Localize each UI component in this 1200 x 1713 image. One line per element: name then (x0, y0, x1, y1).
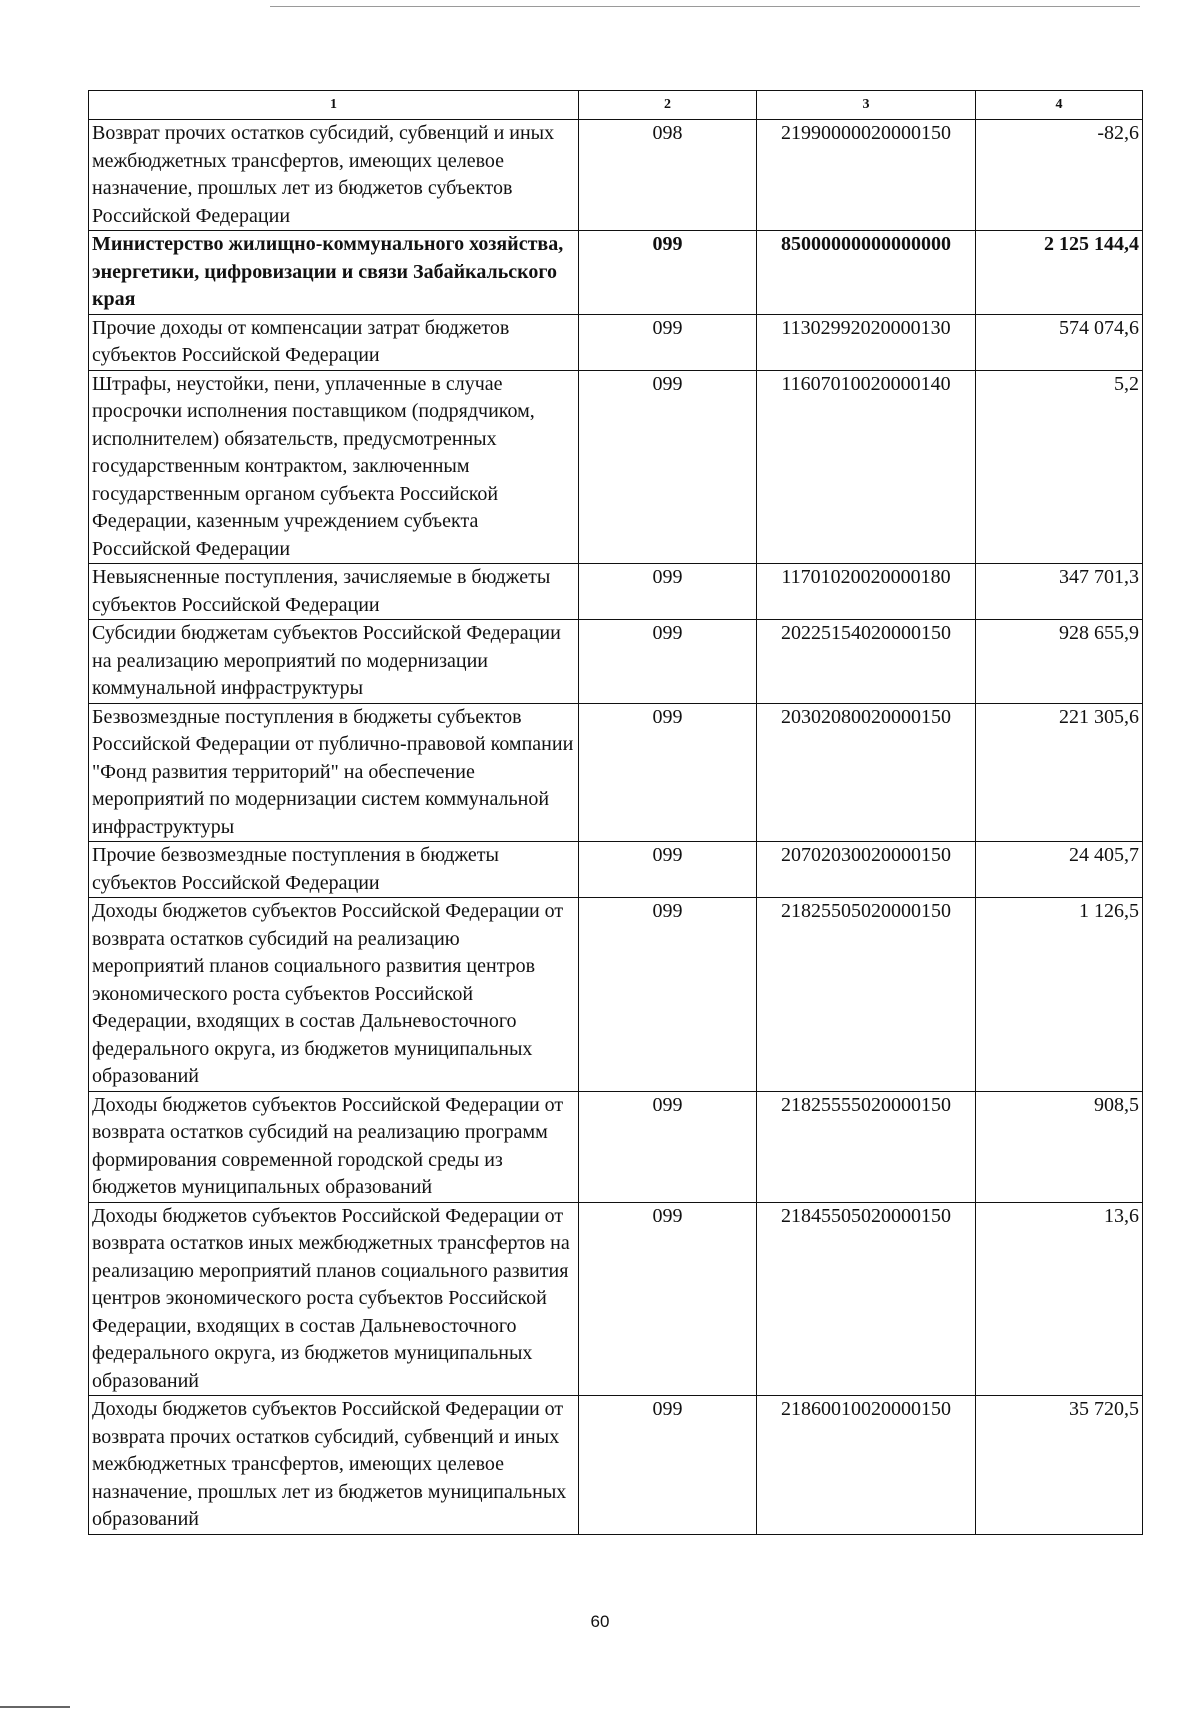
row-revenue-code: 11302992020000130 (757, 314, 976, 370)
table-row (89, 120, 1143, 231)
row-revenue-code: 21845505020000150 (757, 1202, 976, 1396)
row-revenue-code: 11701020020000180 (757, 564, 976, 620)
header-col-1: 1 (89, 91, 579, 120)
table-body (89, 120, 1143, 1535)
budget-revenue-table (88, 90, 1143, 1535)
row-admin-code: 099 (579, 1202, 757, 1396)
row-admin-code: 099 (579, 1396, 757, 1535)
row-description: Доходы бюджетов субъектов Российской Федерации от возврата остатков иных межбюджетных трансфертов на реализацию мероприятий планов социального развития центров экономического роста субъектов Российской Федерации, входящих в состав Дальневосточного федерального округа, из бюджетов муниципальных образований (89, 1202, 579, 1396)
row-admin-code: 099 (579, 898, 757, 1092)
row-amount: 35 720,5 (976, 1396, 1143, 1535)
row-admin-code: 099 (579, 703, 757, 842)
header-col-2: 2 (579, 91, 757, 120)
header-col-3: 3 (757, 91, 976, 120)
table-row (89, 842, 1143, 898)
row-amount: 13,6 (976, 1202, 1143, 1396)
row-admin-code: 099 (579, 370, 757, 564)
row-revenue-code: 20302080020000150 (757, 703, 976, 842)
row-amount: 928 655,9 (976, 620, 1143, 704)
row-description: Министерство жилищно-коммунального хозяйства, энергетики, цифровизации и связи Забайкальского края (89, 231, 579, 315)
header-col-4: 4 (976, 91, 1143, 120)
row-amount: 2 125 144,4 (976, 231, 1143, 315)
table-row (89, 1396, 1143, 1535)
row-admin-code: 099 (579, 842, 757, 898)
page-number: 60 (590, 1612, 610, 1631)
row-revenue-code: 85000000000000000 (757, 231, 976, 315)
bottom-scan-rule (0, 1706, 70, 1708)
row-revenue-code: 11607010020000140 (757, 370, 976, 564)
row-revenue-code: 21825555020000150 (757, 1091, 976, 1202)
table-row (89, 898, 1143, 1092)
table-row (89, 564, 1143, 620)
table-row (89, 620, 1143, 704)
row-revenue-code: 21825505020000150 (757, 898, 976, 1092)
table-row (89, 1091, 1143, 1202)
row-description: Доходы бюджетов субъектов Российской Федерации от возврата остатков субсидий на реализацию программ формирования современной городской среды из бюджетов муниципальных образований (89, 1091, 579, 1202)
table-row (89, 1202, 1143, 1396)
row-admin-code: 099 (579, 314, 757, 370)
row-revenue-code: 20225154020000150 (757, 620, 976, 704)
row-amount: 908,5 (976, 1091, 1143, 1202)
row-amount: 574 074,6 (976, 314, 1143, 370)
row-amount: -82,6 (976, 120, 1143, 231)
table-row (89, 370, 1143, 564)
row-description: Безвозмездные поступления в бюджеты субъектов Российской Федерации от публично-правовой компании "Фонд развития территорий" на обеспечение мероприятий по модернизации систем коммунальной инфраструктуры (89, 703, 579, 842)
row-description: Доходы бюджетов субъектов Российской Федерации от возврата прочих остатков субсидий, субвенций и иных межбюджетных трансфертов, имеющих целевое назначение, прошлых лет из бюджетов муниципальных образований (89, 1396, 579, 1535)
row-description: Прочие безвозмездные поступления в бюджеты субъектов Российской Федерации (89, 842, 579, 898)
row-amount: 347 701,3 (976, 564, 1143, 620)
table-header-row (89, 91, 1143, 120)
row-description: Возврат прочих остатков субсидий, субвенций и иных межбюджетных трансфертов, имеющих целевое назначение, прошлых лет из бюджетов субъектов Российской Федерации (89, 120, 579, 231)
row-amount: 221 305,6 (976, 703, 1143, 842)
row-amount: 1 126,5 (976, 898, 1143, 1092)
row-description: Прочие доходы от компенсации затрат бюджетов субъектов Российской Федерации (89, 314, 579, 370)
row-description: Субсидии бюджетам субъектов Российской Федерации на реализацию мероприятий по модернизации коммунальной инфраструктуры (89, 620, 579, 704)
row-description: Доходы бюджетов субъектов Российской Федерации от возврата остатков субсидий на реализацию мероприятий планов социального развития центров экономического роста субъектов Российской Федерации, входящих в состав Дальневосточного федерального округа, из бюджетов муниципальных образований (89, 898, 579, 1092)
row-admin-code: 098 (579, 120, 757, 231)
row-admin-code: 099 (579, 1091, 757, 1202)
row-revenue-code: 21990000020000150 (757, 120, 976, 231)
row-revenue-code: 21860010020000150 (757, 1396, 976, 1535)
table-row (89, 703, 1143, 842)
row-amount: 24 405,7 (976, 842, 1143, 898)
top-scan-rule (270, 6, 1140, 7)
row-description: Невыясненные поступления, зачисляемые в бюджеты субъектов Российской Федерации (89, 564, 579, 620)
table-row (89, 314, 1143, 370)
row-description: Штрафы, неустойки, пени, уплаченные в случае просрочки исполнения поставщиком (подрядчиком, исполнителем) обязательств, предусмотренных государственным контрактом, заключенным государственным органом субъекта Российской Федерации, казенным учреждением субъекта Российской Федерации (89, 370, 579, 564)
row-admin-code: 099 (579, 620, 757, 704)
row-amount: 5,2 (976, 370, 1143, 564)
table-row (89, 231, 1143, 315)
row-admin-code: 099 (579, 231, 757, 315)
row-admin-code: 099 (579, 564, 757, 620)
row-revenue-code: 20702030020000150 (757, 842, 976, 898)
